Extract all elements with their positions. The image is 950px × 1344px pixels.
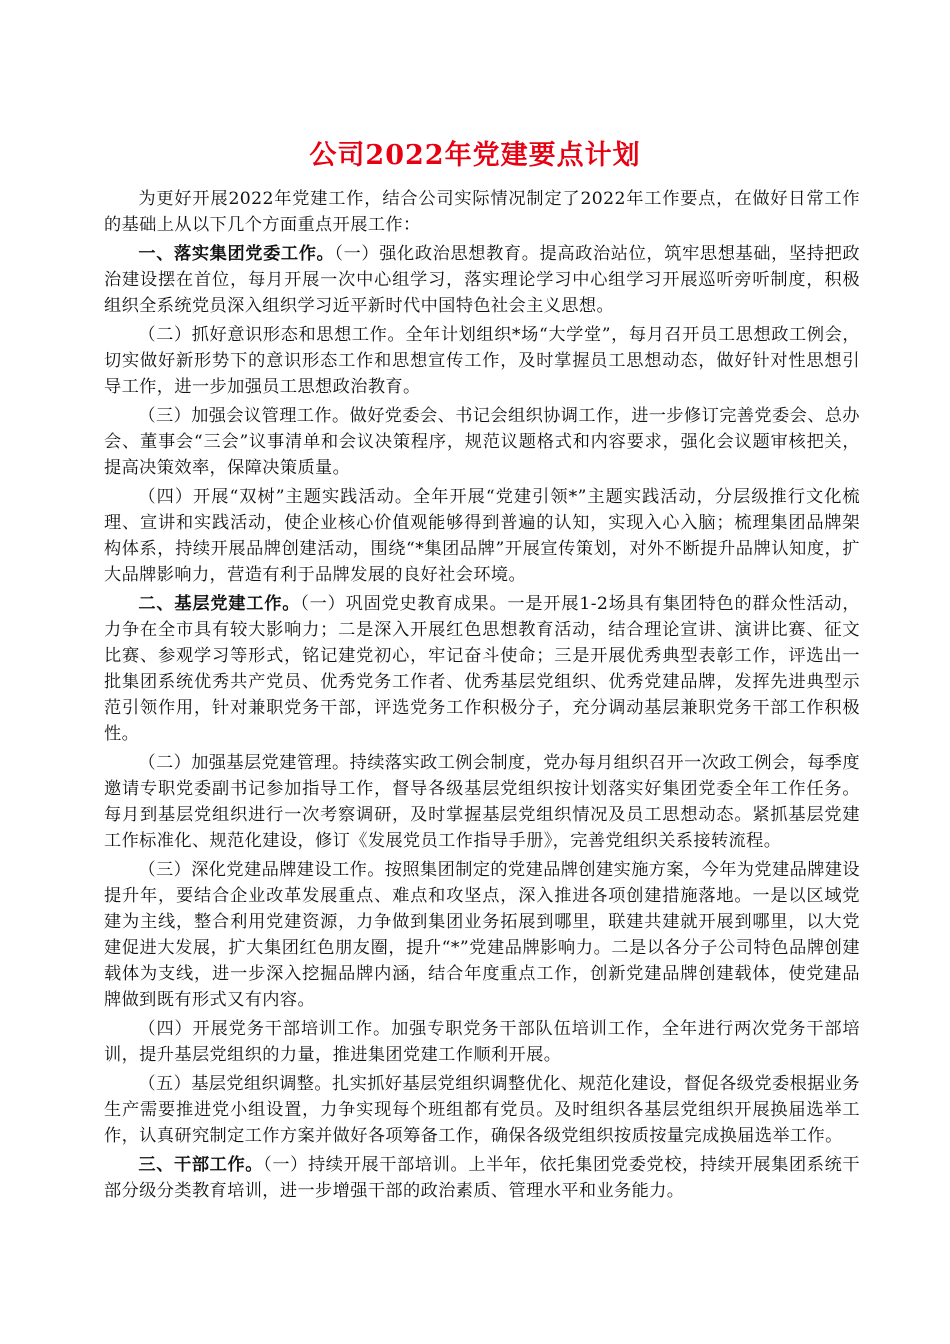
paragraph-text: （一）持续开展干部培训。上半年，依托集团党委党校，持续开展集团系统干部分级分类教育培训，进一步增强干部的政治素质、管理水平和业务能力。 [104,1155,860,1201]
paragraph [104,241,860,319]
paragraph-text: （四）开展党务干部培训工作。加强专职党务干部队伍培训工作，全年进行两次党务干部培训，提升基层党组织的力量，推进集团党建工作顺利开展。 [104,1019,860,1065]
paragraph [104,1152,860,1204]
paragraph [104,186,860,238]
paragraph [104,591,860,747]
paragraph [104,857,860,1013]
section-heading: 三、干部工作。 [138,1155,264,1175]
document-title: 公司2022年党建要点计划 [309,140,641,171]
paragraph [104,1071,860,1149]
paragraph-text: （一）强化政治思想教育。提高政治站位，筑牢思想基础，坚持把政治建设摆在首位，每月开展一次中心组学习，落实理论学习中心组学习开展巡听旁听制度，积极组织全系统党员深入组织学习近平新时代中国特色社会主义思想。 [104,244,860,316]
paragraph-text: （二）加强基层党建管理。持续落实政工例会制度，党办每月组织召开一次政工例会，每季度邀请专职党委副书记参加指导工作，督导各级基层党组织按计划落实好集团党委全年工作任务。每月到基层党组织进行一次考察调研，及时掌握基层党组织情况及员工思想动态。紧抓基层党建工作标准化、规范化建设，修订《发展党员工作指导手册》，完善党组织关系接转流程。 [104,753,860,851]
paragraph-text: （二）抓好意识形态和思想工作。全年计划组织*场“大学堂”，每月召开员工思想政工例会，切实做好新形势下的意识形态工作和思想宣传工作，及时掌握员工思想动态，做好针对性思想引导工作，进一步加强员工思想政治教育。 [104,325,860,397]
paragraph-text: 为更好开展2022年党建工作，结合公司实际情况制定了2022年工作要点，在做好日常工作的基础上从以下几个方面重点开展工作： [104,189,860,235]
paragraph-text: （三）深化党建品牌建设工作。按照集团制定的党建品牌创建实施方案，今年为党建品牌建设提升年，要结合企业改革发展重点、难点和攻坚点，深入推进各项创建措施落地。一是以区域党建为主线，整合利用党建资源，力争做到集团业务拓展到哪里，联建共建就开展到哪里，以大党建促进大发展，扩大集团红色朋友圈，提升“*”党建品牌影响力。二是以各分子公司特色品牌创建载体为支线，进一步深入挖掘品牌内涵，结合年度重点工作，创新党建品牌创建载体，使党建品牌做到既有形式又有内容。 [104,860,860,1010]
section-heading: 二、基层党建工作。 [138,594,301,614]
document-body [104,186,860,1207]
paragraph [104,750,860,854]
paragraph-text: （五）基层党组织调整。扎实抓好基层党组织调整优化、规范化建设，督促各级党委根据业务生产需要推进党小组设置，力争实现每个班组都有党员。及时组织各基层党组织开展换届选举工作，认真研究制定工作方案并做好各项筹备工作，确保各级党组织按质按量完成换届选举工作。 [104,1074,860,1146]
paragraph [104,322,860,400]
paragraph-text: （四）开展“双树”主题实践活动。全年开展“党建引领*”主题实践活动，分层级推行文化梳理、宣讲和实践活动，使企业核心价值观能够得到普遍的认知，实现入心入脑；梳理集团品牌架构体系，持续开展品牌创建活动，围绕“*集团品牌”开展宣传策划，对外不断提升品牌认知度，扩大品牌影响力，营造有利于品牌发展的良好社会环境。 [104,487,860,585]
paragraph [104,403,860,481]
paragraph-text: （一）巩固党史教育成果。一是开展1-2场具有集团特色的群众性活动，力争在全市具有较大影响力；二是深入开展红色思想教育活动，结合理论宣讲、演讲比赛、征文比赛、参观学习等形式，铭记建党初心，牢记奋斗使命；三是开展优秀典型表彰工作，评选出一批集团系统优秀共产党员、优秀党务工作者、优秀基层党组织、优秀党建品牌，发挥先进典型示范引领作用，针对兼职党务干部，评选党务工作积极分子，充分调动基层兼职党务干部工作积极性。 [104,594,860,744]
paragraph-text: （三）加强会议管理工作。做好党委会、书记会组织协调工作，进一步修订完善党委会、总办会、董事会“三会”议事清单和会议决策程序，规范议题格式和内容要求，强化会议题审核把关，提高决策效率，保障决策质量。 [104,406,860,478]
section-heading: 一、落实集团党委工作。 [138,244,335,264]
paragraph [104,1016,860,1068]
paragraph [104,484,860,588]
